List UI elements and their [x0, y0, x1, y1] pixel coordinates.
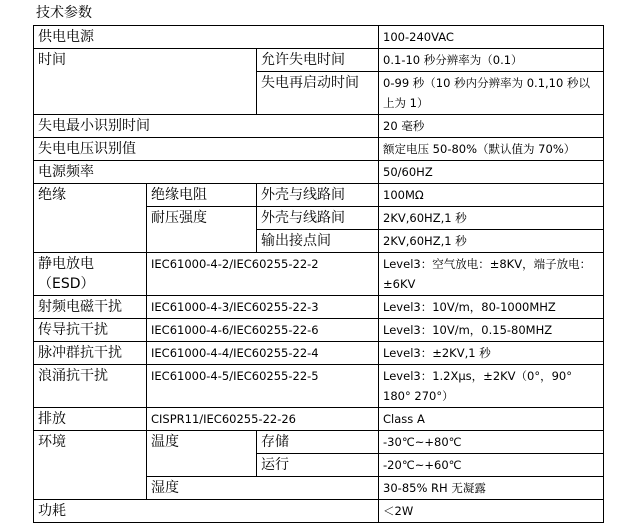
- table-row: [34, 342, 604, 365]
- table-row: [34, 253, 604, 296]
- table-row: [34, 365, 604, 408]
- operation-label: 运行: [257, 454, 379, 477]
- insulation-label: 绝缘: [34, 184, 147, 253]
- surge-value: Level3：1.2Xμs，±2KV（0°，90° 180° 270°）: [379, 365, 604, 408]
- withstand-value-1: 2KV,60HZ,1 秒: [379, 207, 604, 230]
- environment-label: 环境: [34, 431, 147, 500]
- min-time-label: 失电最小识别时间: [34, 115, 379, 138]
- power-consumption-label: 功耗: [34, 500, 379, 523]
- esd-standard: IEC61000-4-2/IEC60255-22-2: [147, 253, 379, 296]
- conducted-standard: IEC61000-4-6/IEC60255-22-6: [147, 319, 379, 342]
- voltage-value: 额定电压 50-80%（默认值为 70%）: [379, 138, 604, 161]
- rf-standard: IEC61000-4-3/IEC60255-22-3: [147, 296, 379, 319]
- operation-value: -20℃~+60℃: [379, 454, 604, 477]
- voltage-label: 失电电压识别值: [34, 138, 379, 161]
- conducted-label: 传导抗干扰: [34, 319, 147, 342]
- storage-value: -30℃~+80℃: [379, 431, 604, 454]
- humidity-label: 湿度: [147, 477, 379, 500]
- rf-value: Level3：10V/m，80-1000MHZ: [379, 296, 604, 319]
- esd-label: 静电放电（ESD）: [34, 253, 147, 296]
- surge-label: 浪涌抗干扰: [34, 365, 147, 408]
- insulation-resistance-label: 绝缘电阻: [147, 184, 257, 207]
- table-row: [34, 296, 604, 319]
- withstand-sub-1: 外壳与线路间: [257, 207, 379, 230]
- burst-value: Level3：±2KV,1 秒: [379, 342, 604, 365]
- table-row: [34, 408, 604, 431]
- insulation-resistance-value: 100MΩ: [379, 184, 604, 207]
- storage-label: 存储: [257, 431, 379, 454]
- table-row: [34, 161, 604, 184]
- min-time-value: 20 毫秒: [379, 115, 604, 138]
- table-row: [34, 431, 604, 454]
- burst-standard: IEC61000-4-4/IEC60255-22-4: [147, 342, 379, 365]
- emission-standard: CISPR11/IEC60255-22-26: [147, 408, 379, 431]
- table-row: [34, 319, 604, 342]
- withstand-sub-2: 输出接点间: [257, 230, 379, 253]
- rf-label: 射频电磁干扰: [34, 296, 147, 319]
- time-label: 时间: [34, 49, 257, 115]
- section-title: 技术参数: [36, 5, 92, 21]
- allow-outage-value: 0.1-10 秒分辨率为（0.1）: [379, 49, 604, 72]
- esd-value: Level3：空气放电：±8KV，端子放电：±6KV: [379, 253, 604, 296]
- insulation-resistance-sub: 外壳与线路间: [257, 184, 379, 207]
- table-row: [34, 500, 604, 523]
- surge-standard: IEC61000-4-5/IEC60255-22-5: [147, 365, 379, 408]
- table-row: [34, 26, 604, 49]
- table-row: [34, 49, 604, 72]
- restart-value: 0-99 秒（10 秒内分辨率为 0.1,10 秒以上为 1）: [379, 72, 604, 115]
- power-value: 100-240VAC: [379, 26, 604, 49]
- table-row: [34, 115, 604, 138]
- conducted-value: Level3：10V/m，0.15-80MHZ: [379, 319, 604, 342]
- withstand-value-2: 2KV,60HZ,1 秒: [379, 230, 604, 253]
- emission-label: 排放: [34, 408, 147, 431]
- restart-label: 失电再启动时间: [257, 72, 379, 115]
- power-label: 供电电源: [34, 26, 379, 49]
- temperature-label: 温度: [147, 431, 257, 477]
- withstand-label: 耐压强度: [147, 207, 257, 253]
- spec-table: [33, 25, 604, 523]
- burst-label: 脉冲群抗干扰: [34, 342, 147, 365]
- freq-label: 电源频率: [34, 161, 379, 184]
- freq-value: 50/60HZ: [379, 161, 604, 184]
- emission-value: Class A: [379, 408, 604, 431]
- allow-outage-label: 允许失电时间: [257, 49, 379, 72]
- power-consumption-value: ＜2W: [379, 500, 604, 523]
- table-row: [34, 184, 604, 207]
- humidity-value: 30-85% RH 无凝露: [379, 477, 604, 500]
- table-row: [34, 138, 604, 161]
